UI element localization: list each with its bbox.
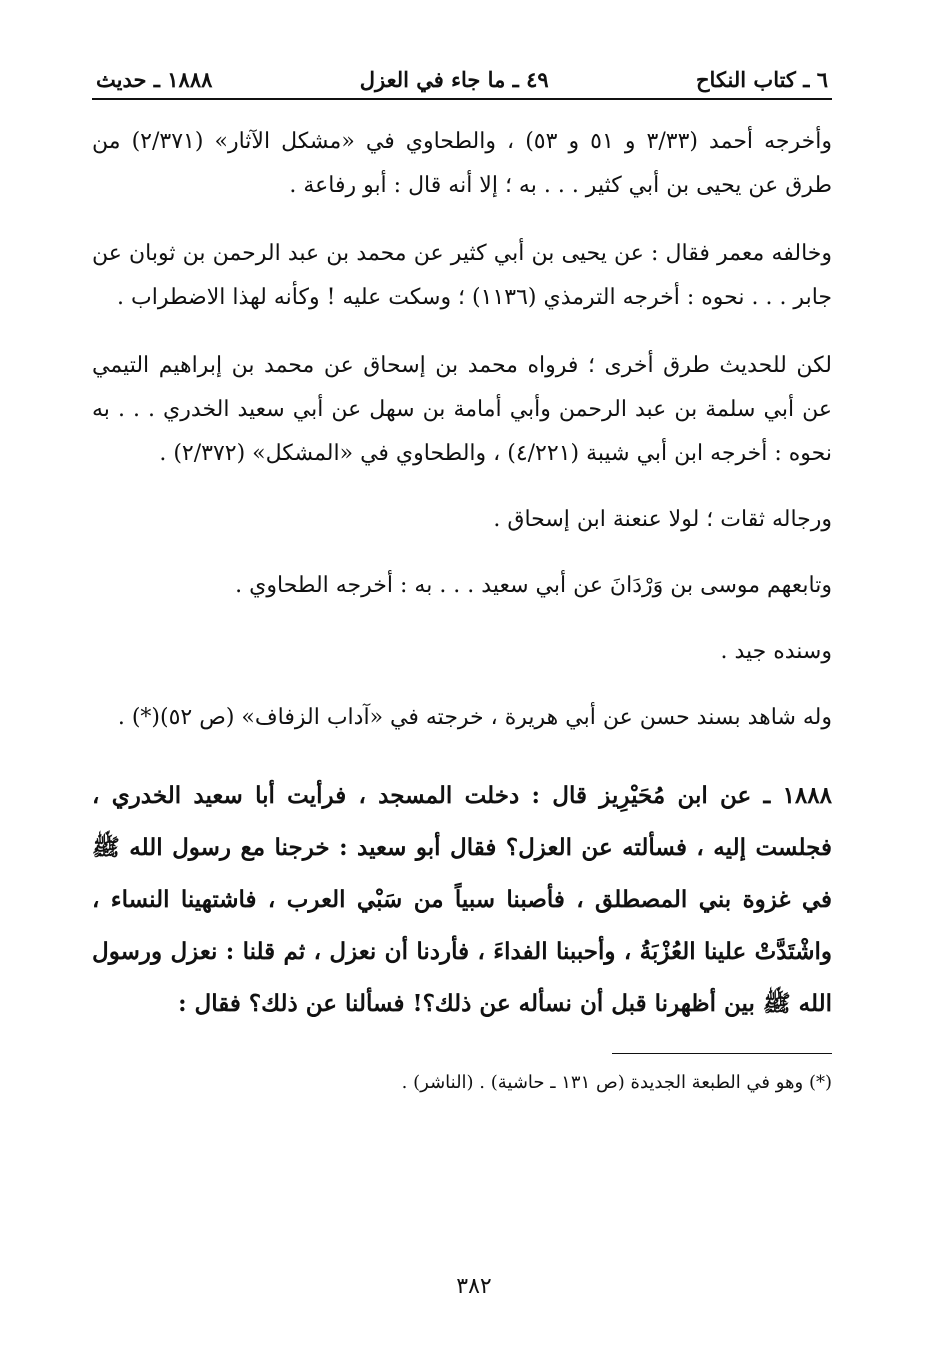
page-number: ٣٨٢ <box>456 1274 492 1299</box>
header-chapter-title: ٤٩ ـ ما جاء في العزل <box>359 67 549 92</box>
hadith-text: ١٨٨٨ ـ عن ابن مُحَيْرِيز قال : دخلت المسجد ، فرأيت أبا سعيد الخدري ، فجلست إليه ، فسألته عن العزل؟ فقال أبو سعيد : خرجنا مع رسول الله ﷺ في غزوة بني المصطلق ، فأصبنا سبياً من سَبْي العرب ، فاشتهينا النساء ، واشْتَدَّتْ علينا العُزْبَةُ ، وأحببنا الفداءَ ، فأردنا أن نعزل ، ثم قلنا : نعزل ورسول الله ﷺ بين أظهرنا قبل أن نسأله عن ذلك؟! فسألنا عن ذلك؟ فقال : <box>92 782 832 1017</box>
header-book-title: ٦ ـ كتاب النكاح <box>696 67 828 92</box>
commentary-paragraph: وتابعهم موسى بن وَرْدَانَ عن أبي سعيد . . . به : أخرجه الطحاوي . <box>235 573 832 598</box>
commentary-paragraph: وسنده جيد . <box>720 639 832 664</box>
commentary-paragraph: وأخرجه أحمد (٣/٣٣ و ٥١ و ٥٣) ، والطحاوي في «مشكل الآثار» (٢/٣٧١) من طرق عن يحيى بن أبي كثير . . . به ؛ إلا أنه قال : أبو رفاعة . <box>92 129 832 198</box>
footnote: (*) وهو في الطبعة الجديدة (ص ١٣١ ـ حاشية) . (الناشر) . <box>401 1072 832 1093</box>
commentary-paragraph: وله شاهد بسند حسن عن أبي هريرة ، خرجته في «آداب الزفاف» (ص ٥٢)(*) . <box>117 705 832 730</box>
commentary-paragraph: ورجاله ثقات ؛ لولا عنعنة ابن إسحاق . <box>493 507 832 532</box>
header-hadith-number: ١٨٨٨ ـ حديث <box>96 67 213 92</box>
running-header <box>92 56 832 100</box>
commentary-paragraph: لكن للحديث طرق أخرى ؛ فرواه محمد بن إسحاق عن محمد بن إبراهيم التيمي عن أبي سلمة بن عبد الرحمن وأبي أمامة بن سهل عن أبي سعيد الخدري . . . به نحوه : أخرجه ابن أبي شيبة (٤/٢٢١) ، والطحاوي في «المشكل» (٢/٣٧٢) . <box>92 353 832 466</box>
footnote-divider <box>612 1053 832 1054</box>
book-page <box>92 56 832 1118</box>
commentary-paragraph: وخالفه معمر فقال : عن يحيى بن أبي كثير عن محمد بن عبد الرحمن بن ثوبان عن جابر . . . نحوه : أخرجه الترمذي (١١٣٦) ؛ وسكت عليه ! وكأنه لهذا الاضطراب . <box>92 241 832 310</box>
